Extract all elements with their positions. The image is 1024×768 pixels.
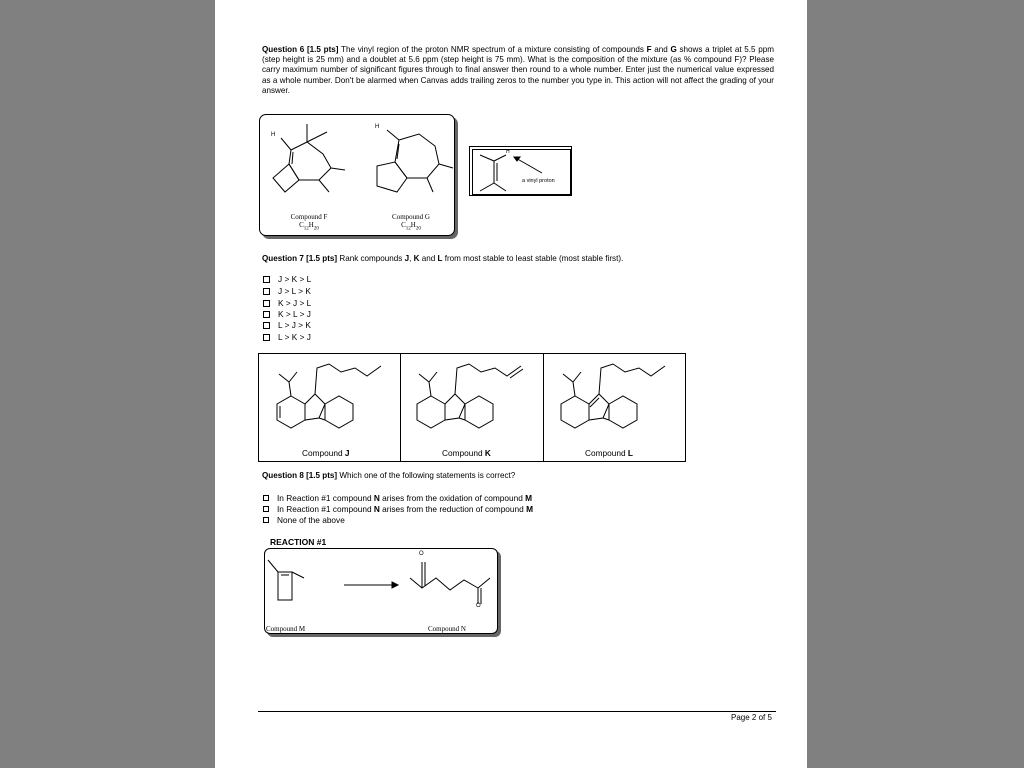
vinyl-h-label: H	[506, 149, 510, 155]
vinyl-proton-figure	[469, 146, 572, 196]
compound-g-five-ring	[377, 162, 407, 192]
compound-l-structure	[561, 364, 665, 428]
checkbox[interactable]	[263, 322, 270, 329]
vinyl-proton-label: a vinyl proton	[522, 178, 555, 184]
q7-option-3[interactable]: K > J > L	[263, 298, 311, 308]
question-6-text: Question 6 [1.5 pts] The vinyl region of the proton NMR spectrum of a mixture consisting of compounds F and G shows a triplet at 5.5 ppm (step height is 25 mm) and a doublet at 5.6 ppm (step height is 75 mm). What is the composition of the mixture (as % compound F)? Please carry maximum number of significant figures through to final answer then round to a whole number. Enter just the numerical value expressed as a whole number. Don't be alarmed when Canvas adds trailing zeros to the number you type in. This action will not affect the grading of your answer.	[262, 45, 774, 95]
compound-j-structure	[277, 364, 381, 428]
q7-option-4[interactable]: K > L > J	[263, 309, 311, 319]
compound-f-h-label: H	[271, 132, 276, 138]
document-page	[215, 0, 807, 768]
compound-m-caption: Compound M	[266, 625, 306, 633]
reaction-structures	[264, 548, 500, 636]
question-8-text: Question 8 [1.5 pts] Which one of the following statements is correct?	[262, 471, 516, 480]
compound-structures	[259, 354, 685, 461]
compound-f-caption: Compound F $C_{12}H_{20}$	[269, 213, 349, 233]
compound-f-formula: $C_{12}H_{20}$	[299, 221, 319, 232]
q7-option-2[interactable]: J > L > K	[263, 286, 311, 296]
q7-option-1[interactable]: J > K > L	[263, 274, 311, 284]
compounds-f-g-figure	[259, 114, 455, 236]
compound-f-four-ring	[273, 164, 299, 192]
compound-j-caption: Compound J	[302, 448, 350, 458]
q7-option-5[interactable]: L > J > K	[263, 320, 311, 330]
reaction-figure	[264, 548, 500, 636]
question-6-heading: Question 6 [1.5 pts]	[262, 45, 339, 54]
compounds-j-k-l-figure	[258, 353, 686, 462]
q8-option-1[interactable]: In Reaction #1 compound N arises from the oxidation of compound M	[263, 493, 532, 503]
vinyl-structure	[470, 147, 571, 195]
checkbox[interactable]	[263, 506, 269, 512]
compound-f-double-bond	[292, 152, 293, 164]
compound-k-caption: Compound K	[442, 448, 491, 458]
compound-m-ring	[278, 572, 292, 600]
checkbox[interactable]	[263, 495, 269, 501]
question-8-heading: Question 8 [1.5 pts]	[262, 471, 338, 480]
question-7-text: Question 7 [1.5 pts] Rank compounds J, K and L from most stable to least stable (most stable first).	[262, 254, 624, 263]
reaction-title: REACTION #1	[270, 537, 327, 547]
compound-n-oxygen-1: O	[419, 551, 424, 557]
compound-n-chain	[410, 578, 478, 590]
compound-n-caption: Compound N	[428, 625, 466, 633]
question-7-heading: Question 7 [1.5 pts]	[262, 254, 338, 263]
checkbox[interactable]	[263, 276, 270, 283]
reaction-arrow-head	[392, 582, 398, 588]
checkbox[interactable]	[263, 288, 270, 295]
q8-option-3[interactable]: None of the above	[263, 515, 345, 525]
checkbox[interactable]	[263, 300, 270, 307]
page-number: Page 2 of 5	[731, 713, 772, 722]
compound-g-h-label: H	[375, 124, 380, 130]
checkbox[interactable]	[263, 311, 270, 318]
footer-divider	[258, 711, 776, 712]
compound-n-oxygen-2: O	[476, 603, 481, 609]
compound-l-caption: Compound L	[585, 448, 633, 458]
checkbox[interactable]	[263, 334, 270, 341]
compound-g-formula: $C_{12}H_{20}$	[401, 221, 421, 232]
q8-option-2[interactable]: In Reaction #1 compound N arises from the reduction of compound M	[263, 504, 533, 514]
compound-g-caption: Compound G $C_{12}H_{20}$	[371, 213, 451, 233]
checkbox[interactable]	[263, 517, 269, 523]
q7-option-6[interactable]: L > K > J	[263, 332, 311, 342]
compound-k-structure	[417, 364, 523, 428]
